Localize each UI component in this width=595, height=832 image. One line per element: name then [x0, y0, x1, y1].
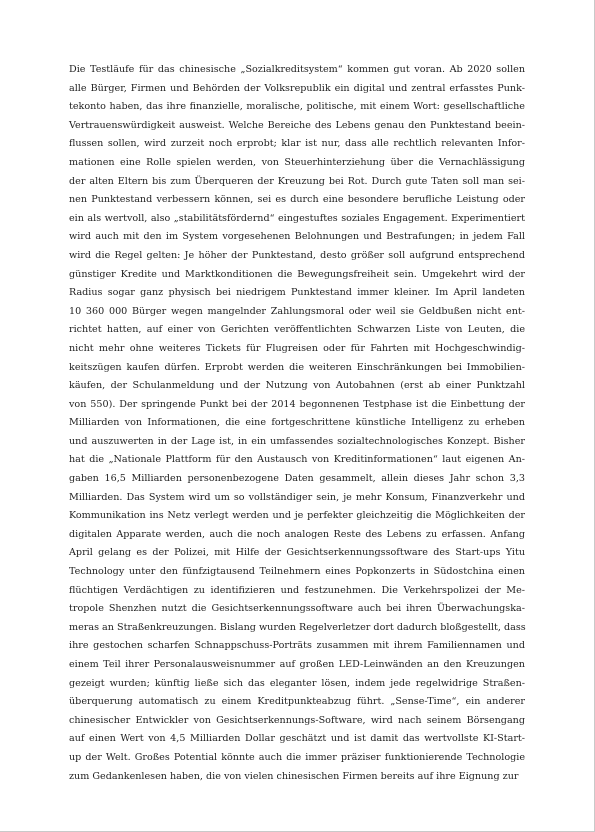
- text-line: nicht mehr ohne weiteres Tickets für Flugreisen oder für Fahrten mit Hochgeschwindig-: [69, 342, 525, 354]
- text-line: keitszügen kaufen dürfen. Erprobt werden die weiteren Einschränkungen bei Immobilien-: [69, 361, 525, 373]
- text-line: wird die Regel gelten: Je höher der Punktestand, desto größer soll aufgrund entsprechend: [69, 249, 525, 261]
- text-line: Radius sogar ganz physisch bei niedrigem Punktestand immer kleiner. Im April landeten: [69, 287, 525, 299]
- text-line: der alten Eltern bis zum Überqueren der Kreuzung bei Rot. Durch gute Taten soll man sei-: [69, 175, 525, 187]
- body-paragraph: [69, 61, 525, 786]
- text-line: Milliarden. Das System wird um so vollständiger sein, je mehr Konsum, Finanzverkehr und: [69, 491, 525, 503]
- text-line: digitalen Apparate werden, auch die noch analogen Reste des Lebens zu erfassen. Anfang: [69, 528, 525, 540]
- text-line: alle Bürger, Firmen und Behörden der Volksrepublik ein digital und zentral erfasstes Punk-: [69, 82, 525, 94]
- text-line: mationen eine Rolle spielen werden, von Steuerhinterziehung über die Vernachlässigung: [69, 156, 525, 168]
- text-line: günstiger Kredite und Marktkonditionen die Bewegungsfreiheit sein. Umgekehrt wird der: [69, 268, 525, 280]
- text-line: flüchtigen Verdächtigen zu identifizieren und festzunehmen. Die Verkehrspolizei der Me-: [69, 584, 525, 596]
- text-line: Die Testläufe für das chinesische „Sozialkreditsystem“ kommen gut voran. Ab 2020 sollen: [69, 64, 525, 75]
- text-line: tekonto haben, das ihre finanzielle, moralische, politische, mit einem Wort: gesellschaftliche: [69, 101, 525, 113]
- text-line: überquerung automatisch zu einem Kreditpunktеabzug führt. „Sense-Time“, ein anderer: [69, 696, 525, 708]
- text-line: Kommunikation ins Netz verlegt werden und je perfekter gleichzeitig die Möglichkeiten der: [69, 510, 525, 522]
- text-line: up der Welt. Großes Potential könnte auch die immer präziser funktionierende Technologie: [69, 751, 525, 763]
- text-line: meras an Straßenkreuzungen. Bislang wurden Regelverletzer dort dadurch bloßgestellt, dass: [69, 621, 526, 633]
- text-line: käufen, der Schulanmeldung und der Nutzung von Autobahnen (erst ab einer Punktzahl: [69, 380, 525, 392]
- text-line: wird auch mit den im System vorgesehenen Belohnungen und Bestrafungen; in jedem Fall: [69, 231, 525, 243]
- text-line: Technology unter den fünfzigtausend Teilnehmern eines Popkonzerts in Südostchina einen: [69, 566, 525, 578]
- text-line: April gelang es der Polizei, mit Hilfe der Gesichtserkennungssoftware des Start-ups Yitu: [69, 547, 525, 559]
- text-line: gezeigt wurden; künftig ließe sich das eleganter lösen, indem jede regelwidrige Straßen-: [69, 677, 525, 689]
- text-line: und auszuwerten in der Lage ist, in ein umfassendes sozialtechnologisches Konzept. Bisher: [69, 435, 525, 447]
- text-line: flussen sollen, wird zurzeit noch erprobt; klar ist nur, dass alle rechtlich relevanten Infor-: [69, 138, 525, 150]
- text-line: gaben 16,5 Milliarden personenbezogene Daten gesammelt, allein dieses Jahr schon 3,3: [69, 473, 525, 485]
- text-line: einem Teil ihrer Personalausweisnummer auf großen LED-Leinwänden an den Kreuzungen: [69, 659, 525, 670]
- text-line: ein als wertvoll, also „stabilitätsfördernd“ eingestuftes soziales Engagement. Experimentiert: [69, 212, 525, 224]
- text-line: tropole Shenzhen nutzt die Gesichtserkennungssoftware auch bei ihren Überwachungska-: [69, 603, 525, 615]
- text-line: von 550). Der springende Punkt bei der 2014 begonnenen Testphase ist die Einbettung der: [69, 398, 525, 410]
- text-line: hat die „Nationale Plattform für den Austausch von Kreditinformationen“ laut eigenen An-: [69, 454, 525, 466]
- text-line: auf einen Wert von 4,5 Milliarden Dollar geschätzt und ist damit das wertvollste KI-Start-: [69, 733, 525, 745]
- text-line: Milliarden von Informationen, die eine fortgeschrittene künstliche Intelligenz zu erheben: [69, 417, 525, 429]
- text-line: zum Gedankenlesen haben, die von vielen chinesischen Firmen bereits auf ihre Eignung zur: [69, 770, 519, 782]
- text-line: chinesischer Entwickler von Gesichtserkennungs-Software, wird nach seinem Börsengang: [69, 714, 525, 726]
- text-line: Vertrauenswürdigkeit ausweist. Welche Bereiche des Lebens genau den Punktestand beein-: [69, 119, 525, 131]
- text-line: richtet hatten, auf einer von Gerichten veröffentlichten Schwarzen Liste von Leuten, die: [69, 324, 525, 336]
- text-line: ihre gestochen scharfen Schnappschuss-Porträts zusammen mit ihrem Familiennamen und: [69, 640, 525, 652]
- text-line: nen Punktestand verbessern können, sei es durch eine besondere berufliche Leistung oder: [69, 194, 525, 206]
- text-line: 10 360 000 Bürger wegen mangelnder Zahlungsmoral oder weil sie Geldbußen nicht ent-: [69, 305, 525, 317]
